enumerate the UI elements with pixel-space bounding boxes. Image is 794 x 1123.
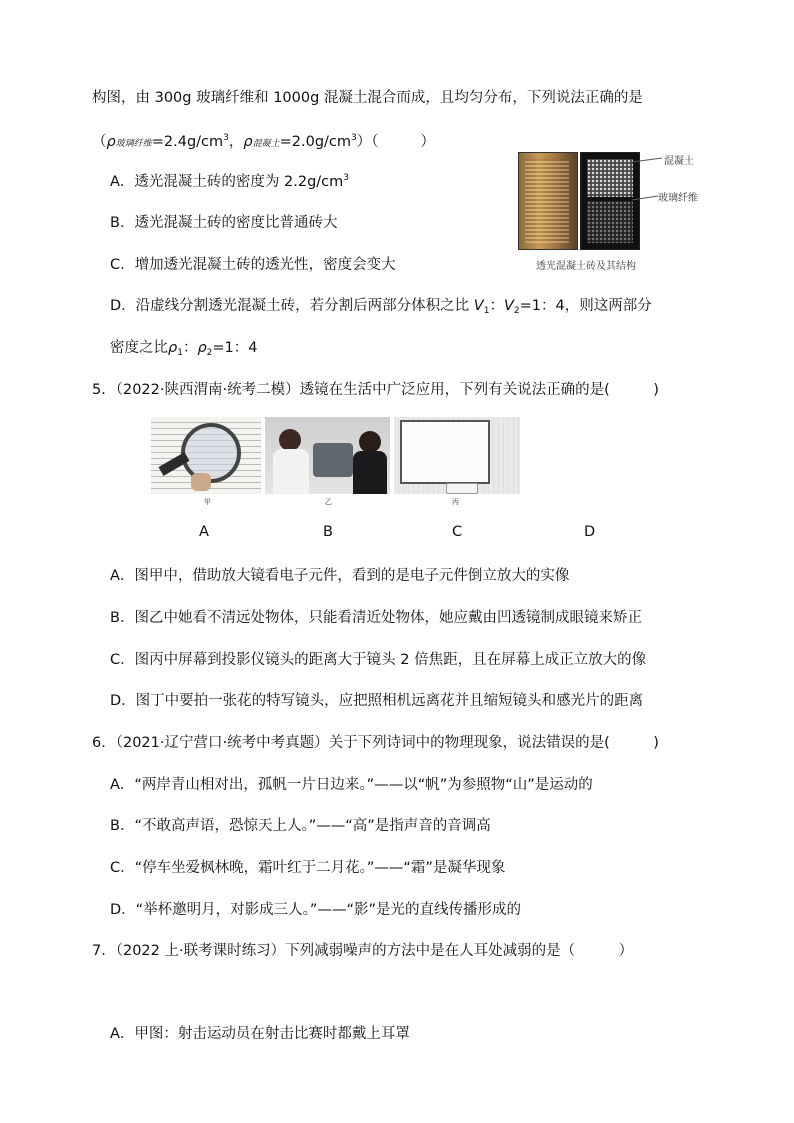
photo-projector — [394, 417, 520, 494]
pointer-line — [632, 158, 662, 162]
concrete-density: =2.0g/cm — [279, 134, 352, 150]
ratio-text: =1：4，则这两部分 — [519, 298, 652, 314]
cube-sup: 3 — [351, 133, 357, 143]
v-symbol: V — [503, 298, 514, 314]
q6-option-d: D．“举杯邀明月，对影成三人。”——“影”是光的直线传播形成的 — [110, 902, 521, 918]
image-label-a: A — [199, 524, 209, 540]
option-text: 密度之比 — [110, 340, 168, 356]
q4-option-d-cont — [110, 338, 258, 358]
rho-symbol: ρ — [106, 134, 116, 150]
q4-option-d — [110, 296, 652, 316]
q6-option-c: C．“停车坐爱枫林晚，霜叶红于二月花。”——“霜”是凝华现象 — [110, 860, 506, 876]
concrete-subscript: 混凝土 — [252, 139, 280, 149]
q5-option-b: B．图乙中她看不清远处物体，只能看清近处物体，她应戴由凹透镜制成眼镜来矫正 — [110, 610, 642, 626]
image-label-b: B — [323, 524, 333, 540]
sub-2: 2 — [513, 306, 520, 316]
photo-eye-exam — [265, 417, 390, 494]
q5-option-d: D．图丁中要拍一张花的特写镜头，应把照相机远离花并且缩短镜头和感光片的距离 — [110, 693, 644, 709]
cube-sup: 3 — [343, 173, 350, 183]
caption-yi: 乙 — [325, 498, 332, 506]
sub-2: 2 — [206, 348, 213, 358]
sub-1: 1 — [177, 348, 183, 358]
q4-option-c: C．增加透光混凝土砖的透光性，密度会变大 — [110, 257, 396, 273]
q4-option-a — [110, 172, 349, 192]
photo-magnifier — [151, 417, 261, 494]
rho-symbol: ρ — [243, 134, 253, 150]
q4-density-conditions — [92, 132, 435, 154]
paren-open: （ — [92, 134, 107, 150]
q5-stem: 5．（2022·陕西渭南·统考二模）透镜在生活中广泛应用，下列有关说法正确的是( ) — [92, 382, 659, 398]
image-label-d: D — [584, 524, 596, 540]
q7-stem: 7．（2022 上·联考课时练习）下列减弱噪声的方法中是在人耳处减弱的是（ ） — [92, 943, 634, 959]
v-symbol: V — [473, 298, 484, 314]
rho-symbol: ρ — [197, 340, 207, 356]
q4-option-b: B．透光混凝土砖的密度比普通砖大 — [110, 215, 338, 231]
colon: ： — [489, 298, 504, 314]
q6-stem: 6．（2021·辽宁营口·统考中考真题）关于下列诗词中的物理现象，说法错误的是( ) — [92, 735, 659, 751]
glass-fiber-subscript: 玻璃纤维 — [115, 139, 152, 149]
label-concrete: 混凝土 — [664, 156, 694, 167]
figure-caption: 透光混凝土砖及其结构 — [536, 261, 636, 272]
glass-fiber-density: =2.4g/cm — [151, 134, 224, 150]
q5-option-c: C．图丙中屏幕到投影仪镜头的距离大于镜头 2 倍焦距，且在屏幕上成正立放大的像 — [110, 652, 647, 668]
q4-stem-line: 构图，由 300g 玻璃纤维和 1000g 混凝土混合而成，且均匀分布，下列说法正确的是 — [92, 90, 643, 106]
pointer-line — [632, 196, 658, 200]
option-text: A．透光混凝土砖的密度为 2.2g/cm — [110, 174, 344, 190]
paren-close: ） — [420, 134, 435, 150]
q6-option-a: A．“两岸青山相对出，孤帆一片日边来。”——以“帆”为参照物“山”是运动的 — [110, 777, 593, 793]
cube-sup: 3 — [223, 133, 229, 143]
caption-jia: 甲 — [204, 498, 211, 506]
option-text: D．沿虚线分割透光混凝土砖，若分割后两部分体积之比 — [110, 298, 470, 314]
sub-1: 1 — [483, 306, 490, 316]
translucent-brick-photo — [518, 152, 578, 250]
q7-option-a: A．甲图：射击运动员在射击比赛时都戴上耳罩 — [110, 1026, 410, 1042]
label-glass-fiber: 玻璃纤维 — [658, 193, 698, 204]
ratio-text: =1：4 — [212, 340, 258, 356]
caption-bing: 丙 — [452, 498, 459, 506]
rho-symbol: ρ — [168, 340, 178, 356]
image-label-c: C — [452, 524, 463, 540]
q6-option-b: B．“不敢高声语，恐惊天上人。”——“高”是指声音的音调高 — [110, 818, 491, 834]
colon: ： — [182, 340, 198, 356]
separator: ， — [228, 134, 244, 150]
q5-option-a: A．图甲中，借助放大镜看电子元件，看到的是电子元件倒立放大的实像 — [110, 568, 570, 584]
paren-mid: ）（ — [356, 134, 379, 150]
